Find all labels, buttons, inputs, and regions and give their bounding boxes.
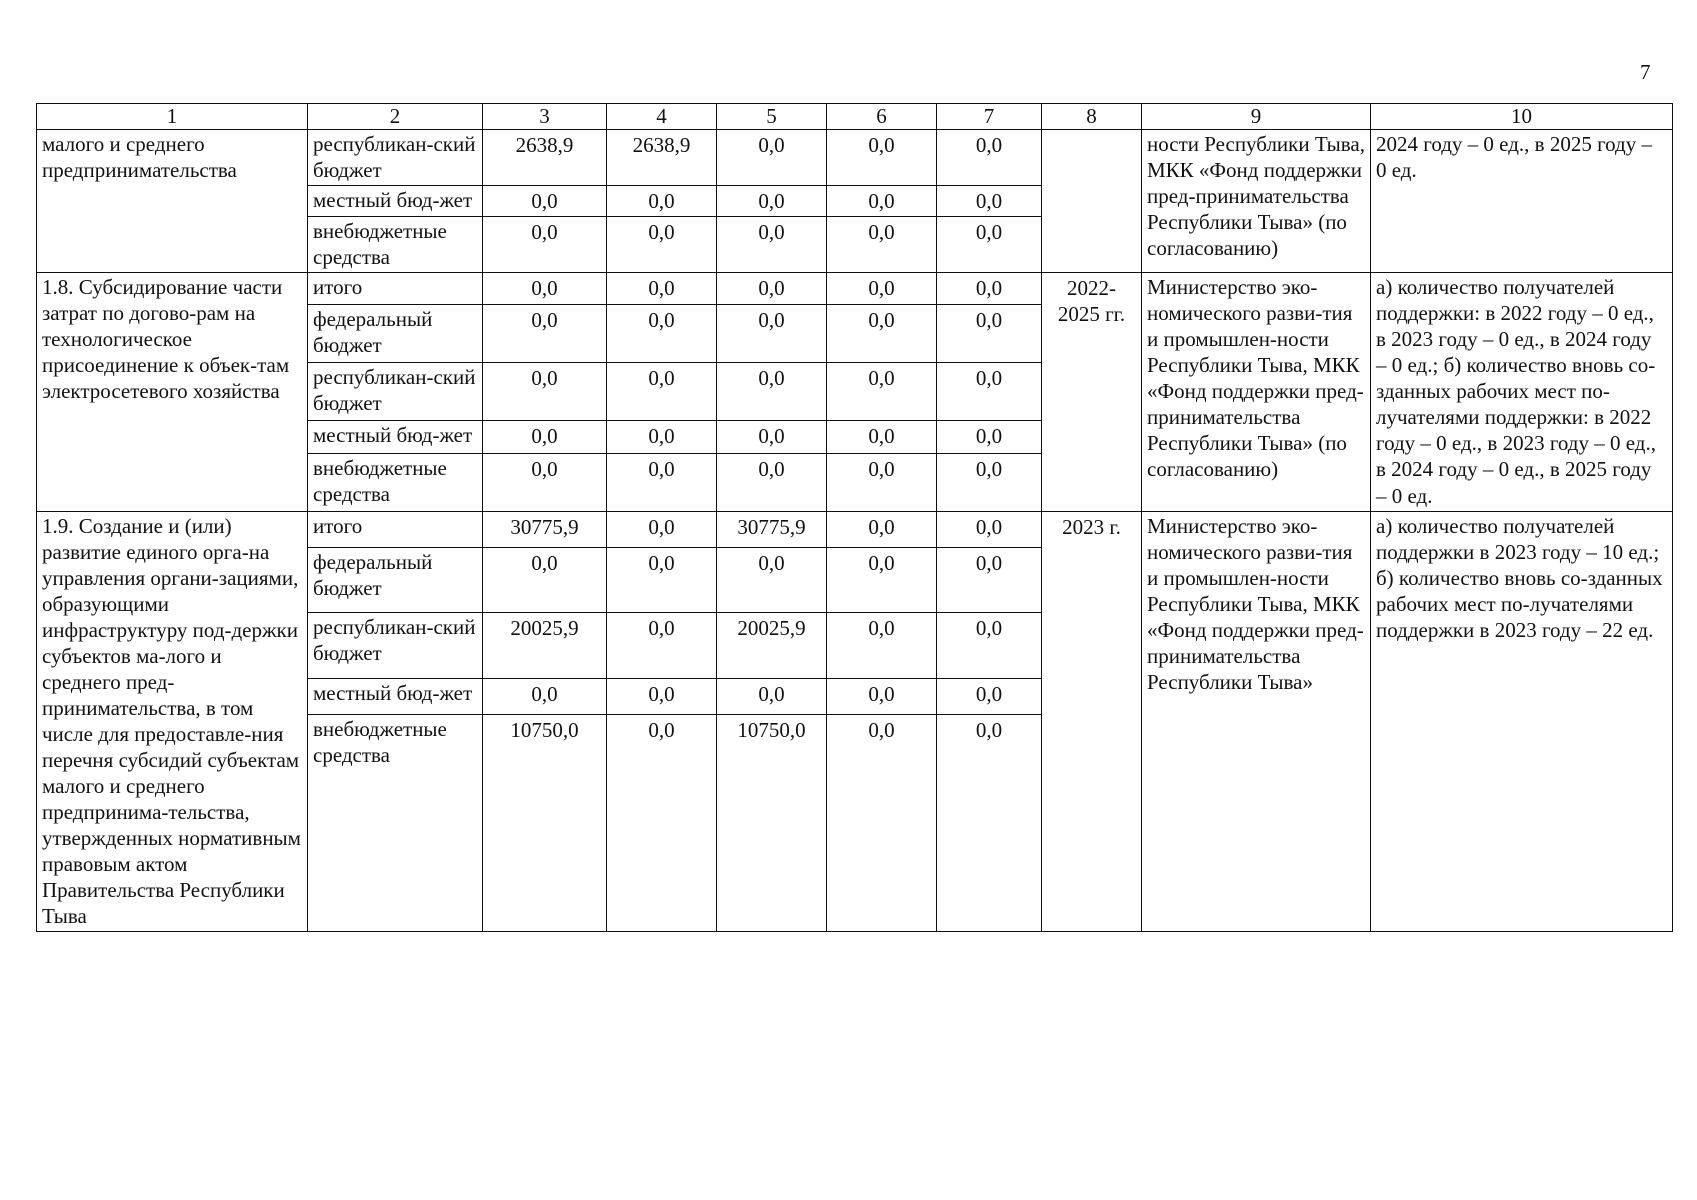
value-cell: 0,0 [717,453,827,511]
header-row [37,104,1673,130]
value-cell: 0,0 [937,130,1042,186]
value-cell: 0,0 [827,363,937,421]
value-cell: 0,0 [717,547,827,612]
value-cell: 0,0 [937,453,1042,511]
value-cell: 0,0 [607,715,717,932]
executor-cell: Министерство эко-номического разви-тия и промышлен-ности Республики Тыва, МКК «Фонд поддержки пред-принимательства Республики Тыва» (по согласованию) [1142,273,1371,511]
indicators-cell: а) количество получателей поддержки: в 2022 году – 0 ед., в 2023 году – 0 ед., в 2024 году – 0 ед.; б) количество вновь со-зданных рабочих мест по-лучателями поддержки: в 2022 году – 0 ед., в 2023 году – 0 ед., в 2024 году – 0 ед., в 2025 году – 0 ед. [1371,273,1673,511]
value-cell: 0,0 [717,305,827,363]
value-cell: 0,0 [483,186,607,217]
value-cell: 0,0 [717,421,827,453]
value-cell: 0,0 [827,421,937,453]
table-row [37,511,1673,547]
funding-source: внебюджетные средства [308,217,483,273]
value-cell: 0,0 [937,678,1042,714]
value-cell: 0,0 [607,613,717,678]
period-cell [1042,130,1142,273]
value-cell: 0,0 [607,305,717,363]
funding-source: федеральный бюджет [308,305,483,363]
value-cell: 0,0 [717,273,827,305]
funding-source: республикан-ский бюджет [308,613,483,678]
funding-source: внебюджетные средства [308,453,483,511]
activity-cell: 1.9. Создание и (или) развитие единого орга-на управления органи-зациями, образующими инфраструктуру под-держки субъектов ма-лого и среднего пред-принимательства, в том числе для предоставле-ния перечня субсидий субъектам малого и среднего предпринима-тельства, утвержденных нормативным правовым актом Правительства Республики Тыва [37,511,308,932]
funding-source: местный бюд-жет [308,421,483,453]
value-cell: 0,0 [827,453,937,511]
funding-source: республикан-ский бюджет [308,130,483,186]
value-cell: 0,0 [607,186,717,217]
period-cell: 2022-2025 гг. [1042,273,1142,511]
value-cell: 0,0 [937,511,1042,547]
value-cell: 20025,9 [717,613,827,678]
activity-cell: малого и среднего предпринимательства [37,130,308,273]
value-cell: 0,0 [827,511,937,547]
value-cell: 0,0 [483,217,607,273]
col-header-4: 4 [607,104,717,130]
funding-source: республикан-ский бюджет [308,363,483,421]
program-table [36,103,1673,932]
col-header-10: 10 [1371,104,1673,130]
executor-cell: ности Республики Тыва, МКК «Фонд поддержки пред-принимательства Республики Тыва» (по согласованию) [1142,130,1371,273]
value-cell: 0,0 [483,453,607,511]
value-cell: 0,0 [607,511,717,547]
col-header-1: 1 [37,104,308,130]
value-cell: 0,0 [937,715,1042,932]
value-cell: 0,0 [607,363,717,421]
value-cell: 2638,9 [607,130,717,186]
value-cell: 0,0 [827,273,937,305]
col-header-2: 2 [308,104,483,130]
executor-cell: Министерство эко-номического разви-тия и промышлен-ности Республики Тыва, МКК «Фонд поддержки пред-принимательства Республики Тыва» [1142,511,1371,932]
value-cell: 0,0 [827,715,937,932]
col-header-5: 5 [717,104,827,130]
value-cell: 0,0 [483,421,607,453]
value-cell: 0,0 [827,217,937,273]
table-row [37,273,1673,305]
value-cell: 2638,9 [483,130,607,186]
value-cell: 0,0 [937,273,1042,305]
col-header-6: 6 [827,104,937,130]
value-cell: 0,0 [607,421,717,453]
table-row [37,130,1673,186]
value-cell: 0,0 [717,186,827,217]
funding-source: местный бюд-жет [308,678,483,714]
value-cell: 0,0 [717,678,827,714]
value-cell: 0,0 [937,547,1042,612]
value-cell: 30775,9 [483,511,607,547]
value-cell: 20025,9 [483,613,607,678]
funding-source: местный бюд-жет [308,186,483,217]
value-cell: 0,0 [717,363,827,421]
activity-cell: 1.8. Субсидирование части затрат по догово-рам на технологическое присоединение к объек-там электросетевого хозяйства [37,273,308,511]
indicators-cell: а) количество получателей поддержки в 2023 году – 10 ед.; б) количество вновь со-зданных рабочих мест по-лучателями поддержки в 2023 году – 22 ед. [1371,511,1673,932]
value-cell: 0,0 [607,273,717,305]
value-cell: 30775,9 [717,511,827,547]
value-cell: 0,0 [483,547,607,612]
value-cell: 10750,0 [717,715,827,932]
value-cell: 0,0 [827,305,937,363]
value-cell: 0,0 [607,453,717,511]
value-cell: 0,0 [827,130,937,186]
value-cell: 0,0 [937,363,1042,421]
value-cell: 0,0 [483,305,607,363]
value-cell: 0,0 [937,217,1042,273]
value-cell: 0,0 [937,421,1042,453]
value-cell: 0,0 [483,273,607,305]
period-cell: 2023 г. [1042,511,1142,932]
value-cell: 0,0 [827,547,937,612]
funding-source: итого [308,511,483,547]
value-cell: 10750,0 [483,715,607,932]
value-cell: 0,0 [607,678,717,714]
col-header-3: 3 [483,104,607,130]
value-cell: 0,0 [717,130,827,186]
value-cell: 0,0 [937,613,1042,678]
page-number: 7 [1640,60,1651,84]
value-cell: 0,0 [483,363,607,421]
col-header-9: 9 [1142,104,1371,130]
funding-source: итого [308,273,483,305]
value-cell: 0,0 [827,678,937,714]
value-cell: 0,0 [607,217,717,273]
value-cell: 0,0 [827,613,937,678]
value-cell: 0,0 [937,305,1042,363]
value-cell: 0,0 [483,678,607,714]
indicators-cell: 2024 году – 0 ед., в 2025 году – 0 ед. [1371,130,1673,273]
value-cell: 0,0 [937,186,1042,217]
value-cell: 0,0 [607,547,717,612]
col-header-8: 8 [1042,104,1142,130]
funding-source: федеральный бюджет [308,547,483,612]
funding-source: внебюджетные средства [308,715,483,932]
value-cell: 0,0 [717,217,827,273]
col-header-7: 7 [937,104,1042,130]
value-cell: 0,0 [827,186,937,217]
